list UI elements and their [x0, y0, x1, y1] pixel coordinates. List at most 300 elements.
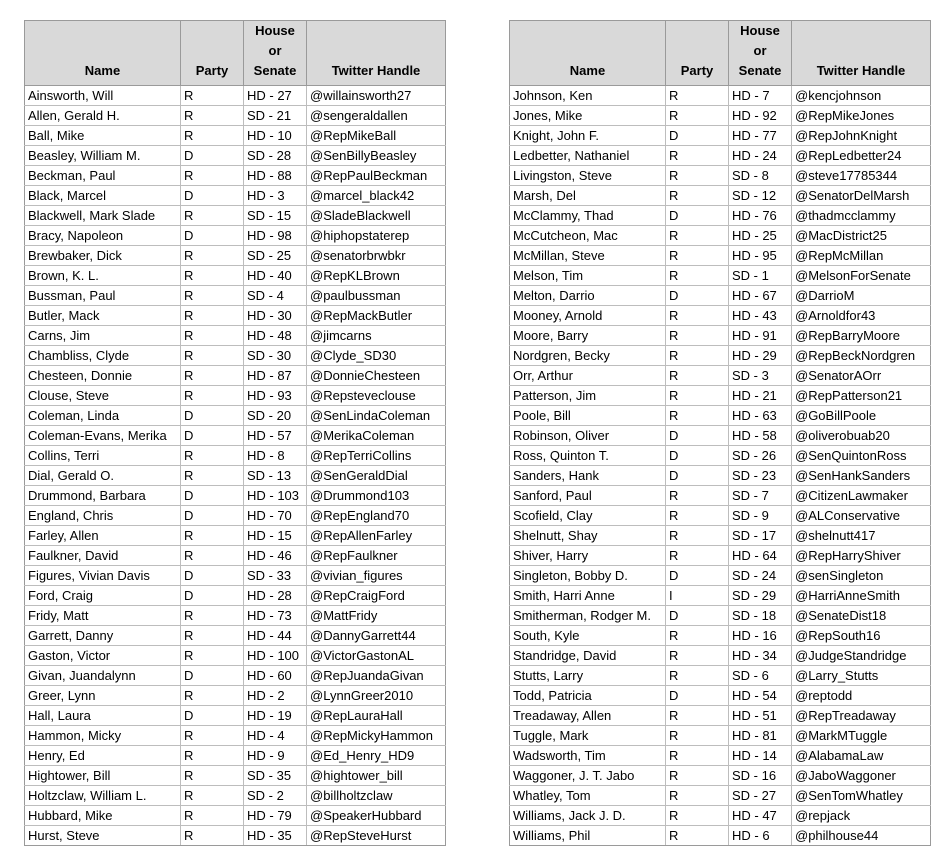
twitter-handle: @SladeBlackwell: [307, 206, 446, 226]
district: HD - 79: [244, 806, 307, 826]
table-row: [25, 766, 446, 786]
twitter-handle: @repjack: [792, 806, 931, 826]
district: HD - 67: [729, 286, 792, 306]
party: R: [666, 546, 729, 566]
legislator-name: Ford, Craig: [25, 586, 181, 606]
table-row: [25, 746, 446, 766]
legislator-name: Garrett, Danny: [25, 626, 181, 646]
district: HD - 28: [244, 586, 307, 606]
district: HD - 3: [244, 186, 307, 206]
district: HD - 8: [244, 446, 307, 466]
district: HD - 25: [729, 226, 792, 246]
chamber-header: House or Senate: [729, 21, 792, 86]
district: SD - 18: [729, 606, 792, 626]
legislator-name: Williams, Phil: [510, 826, 666, 846]
table-body: [25, 86, 446, 846]
legislator-name: Marsh, Del: [510, 186, 666, 206]
legislator-name: Smitherman, Rodger M.: [510, 606, 666, 626]
legislator-name: Collins, Terri: [25, 446, 181, 466]
legislator-name: McMillan, Steve: [510, 246, 666, 266]
party: R: [666, 806, 729, 826]
twitter-handle: @RepEngland70: [307, 506, 446, 526]
party: R: [666, 346, 729, 366]
district: SD - 12: [729, 186, 792, 206]
legislator-name: South, Kyle: [510, 626, 666, 646]
twitter-handle: @DarrioM: [792, 286, 931, 306]
party: R: [181, 466, 244, 486]
twitter-handle: @RepLedbetter24: [792, 146, 931, 166]
twitter-handle: @shelnutt417: [792, 526, 931, 546]
district: HD - 76: [729, 206, 792, 226]
twitter-handle: @MelsonForSenate: [792, 266, 931, 286]
table-row: [510, 426, 931, 446]
party: R: [181, 746, 244, 766]
twitter-handle: @RepBarryMoore: [792, 326, 931, 346]
party: D: [181, 426, 244, 446]
table-body: [510, 86, 931, 846]
twitter-handle: @SenGeraldDial: [307, 466, 446, 486]
table-row: [25, 186, 446, 206]
district: SD - 7: [729, 486, 792, 506]
table-row: [25, 826, 446, 846]
party: R: [181, 726, 244, 746]
twitter-handle: @HarriAnneSmith: [792, 586, 931, 606]
twitter-handle: @sengeraldallen: [307, 106, 446, 126]
twitter-handle: @Clyde_SD30: [307, 346, 446, 366]
twitter-handle: @senatorbrwbkr: [307, 246, 446, 266]
legislator-name: Beasley, William M.: [25, 146, 181, 166]
twitter-handle: @JaboWaggoner: [792, 766, 931, 786]
legislator-name: Tuggle, Mark: [510, 726, 666, 746]
legislator-name: Wadsworth, Tim: [510, 746, 666, 766]
twitter-handle: @RepHarryShiver: [792, 546, 931, 566]
table-row: [25, 726, 446, 746]
district: HD - 6: [729, 826, 792, 846]
legislator-name: Hall, Laura: [25, 706, 181, 726]
table-row: [25, 406, 446, 426]
legislator-name: Ledbetter, Nathaniel: [510, 146, 666, 166]
table-row: [25, 166, 446, 186]
table-row: [510, 666, 931, 686]
legislator-name: Orr, Arthur: [510, 366, 666, 386]
legislator-name: Singleton, Bobby D.: [510, 566, 666, 586]
twitter-handle: @RepAllenFarley: [307, 526, 446, 546]
twitter-handle: @VictorGastonAL: [307, 646, 446, 666]
district: HD - 2: [244, 686, 307, 706]
party: R: [666, 266, 729, 286]
party: R: [181, 266, 244, 286]
district: SD - 33: [244, 566, 307, 586]
twitter-handle: @SenLindaColeman: [307, 406, 446, 426]
twitter-handle: @LynnGreer2010: [307, 686, 446, 706]
table-row: [25, 246, 446, 266]
twitter-handle: @vivian_figures: [307, 566, 446, 586]
twitter-handle: @kencjohnson: [792, 86, 931, 106]
party: R: [181, 446, 244, 466]
twitter-handle: @oliverobuab20: [792, 426, 931, 446]
party: D: [666, 446, 729, 466]
party: R: [181, 326, 244, 346]
twitter-handle: @RepJuandaGivan: [307, 666, 446, 686]
legislator-name: Coleman, Linda: [25, 406, 181, 426]
table-row: [25, 466, 446, 486]
table-row: [25, 326, 446, 346]
table-row: [510, 226, 931, 246]
district: HD - 30: [244, 306, 307, 326]
table-row: [25, 506, 446, 526]
legislator-name: Todd, Patricia: [510, 686, 666, 706]
district: HD - 93: [244, 386, 307, 406]
table-row: [510, 86, 931, 106]
table-row: [510, 466, 931, 486]
legislator-name: Holtzclaw, William L.: [25, 786, 181, 806]
twitter-handle: @GoBillPoole: [792, 406, 931, 426]
party: D: [181, 486, 244, 506]
legislator-name: Moore, Barry: [510, 326, 666, 346]
table-row: [510, 446, 931, 466]
header-row: [25, 21, 446, 86]
twitter-handle: @willainsworth27: [307, 86, 446, 106]
table-row: [510, 166, 931, 186]
district: SD - 21: [244, 106, 307, 126]
party: R: [666, 106, 729, 126]
twitter-handle: @RepSteveHurst: [307, 826, 446, 846]
legislator-name: Sanford, Paul: [510, 486, 666, 506]
table-row: [25, 386, 446, 406]
table-row: [510, 546, 931, 566]
legislator-name: Shelnutt, Shay: [510, 526, 666, 546]
legislator-name: Standridge, David: [510, 646, 666, 666]
district: SD - 23: [729, 466, 792, 486]
twitter-handle: @RepMikeJones: [792, 106, 931, 126]
table-row: [25, 666, 446, 686]
district: HD - 51: [729, 706, 792, 726]
district: HD - 57: [244, 426, 307, 446]
legislator-name: Livingston, Steve: [510, 166, 666, 186]
district: SD - 3: [729, 366, 792, 386]
district: HD - 77: [729, 126, 792, 146]
district: SD - 4: [244, 286, 307, 306]
party: R: [181, 766, 244, 786]
legislator-name: Bracy, Napoleon: [25, 226, 181, 246]
twitter-handle: @SenTomWhatley: [792, 786, 931, 806]
table-row: [25, 86, 446, 106]
table-row: [25, 786, 446, 806]
name-header: Name: [510, 21, 666, 86]
table-row: [510, 786, 931, 806]
table-row: [25, 526, 446, 546]
legislator-table-left: [24, 20, 446, 846]
party-header: Party: [181, 21, 244, 86]
twitter-handle: @CitizenLawmaker: [792, 486, 931, 506]
party: R: [666, 706, 729, 726]
legislator-name: Brewbaker, Dick: [25, 246, 181, 266]
twitter-handle: @steve17785344: [792, 166, 931, 186]
table-row: [510, 406, 931, 426]
table-row: [25, 546, 446, 566]
twitter-handle: @AlabamaLaw: [792, 746, 931, 766]
twitter-handle: @paulbussman: [307, 286, 446, 306]
legislator-name: Poole, Bill: [510, 406, 666, 426]
party: R: [666, 366, 729, 386]
district: HD - 98: [244, 226, 307, 246]
party: R: [666, 506, 729, 526]
district: HD - 16: [729, 626, 792, 646]
table-row: [510, 346, 931, 366]
party: R: [181, 606, 244, 626]
party: D: [181, 666, 244, 686]
party: R: [666, 306, 729, 326]
party: R: [666, 486, 729, 506]
twitter-handle: @MarkMTuggle: [792, 726, 931, 746]
legislator-name: Hammon, Micky: [25, 726, 181, 746]
legislator-name: Hurst, Steve: [25, 826, 181, 846]
legislator-name: Carns, Jim: [25, 326, 181, 346]
party: R: [181, 646, 244, 666]
legislator-name: Melton, Darrio: [510, 286, 666, 306]
district: SD - 30: [244, 346, 307, 366]
table-row: [510, 766, 931, 786]
table-row: [510, 606, 931, 626]
table-row: [510, 826, 931, 846]
party: D: [666, 126, 729, 146]
twitter-handle: @Larry_Stutts: [792, 666, 931, 686]
legislator-name: Treadaway, Allen: [510, 706, 666, 726]
party: D: [181, 566, 244, 586]
twitter-handle: @RepTreadaway: [792, 706, 931, 726]
district: HD - 9: [244, 746, 307, 766]
party: R: [181, 246, 244, 266]
twitter-handle: @Drummond103: [307, 486, 446, 506]
table-row: [25, 286, 446, 306]
twitter-handle: @RepMickyHammon: [307, 726, 446, 746]
legislator-name: Shiver, Harry: [510, 546, 666, 566]
legislator-name: Black, Marcel: [25, 186, 181, 206]
table-row: [25, 206, 446, 226]
legislator-name: Patterson, Jim: [510, 386, 666, 406]
party: I: [666, 586, 729, 606]
legislator-name: Hightower, Bill: [25, 766, 181, 786]
twitter-handle: @SpeakerHubbard: [307, 806, 446, 826]
party: D: [181, 706, 244, 726]
legislator-name: McCutcheon, Mac: [510, 226, 666, 246]
party: R: [666, 786, 729, 806]
twitter-handle: @MerikaColeman: [307, 426, 446, 446]
party: R: [181, 786, 244, 806]
district: HD - 73: [244, 606, 307, 626]
legislator-name: Fridy, Matt: [25, 606, 181, 626]
legislator-name: Ball, Mike: [25, 126, 181, 146]
twitter-handle-header: Twitter Handle: [307, 21, 446, 86]
legislator-name: Melson, Tim: [510, 266, 666, 286]
table-row: [510, 566, 931, 586]
party: D: [181, 506, 244, 526]
party: R: [181, 306, 244, 326]
party: R: [181, 806, 244, 826]
table-row: [25, 306, 446, 326]
district: HD - 19: [244, 706, 307, 726]
table-row: [25, 686, 446, 706]
twitter-handle: @SenateDist18: [792, 606, 931, 626]
table-row: [510, 806, 931, 826]
legislator-name: Dial, Gerald O.: [25, 466, 181, 486]
table-row: [510, 686, 931, 706]
district: HD - 40: [244, 266, 307, 286]
legislator-name: Hubbard, Mike: [25, 806, 181, 826]
district: HD - 10: [244, 126, 307, 146]
district: SD - 25: [244, 246, 307, 266]
party: D: [181, 146, 244, 166]
table-row: [25, 446, 446, 466]
party: R: [666, 386, 729, 406]
party: D: [181, 226, 244, 246]
legislator-name: Mooney, Arnold: [510, 306, 666, 326]
district: HD - 64: [729, 546, 792, 566]
twitter-handle: @RepSouth16: [792, 626, 931, 646]
legislator-name: Whatley, Tom: [510, 786, 666, 806]
legislator-name: Givan, Juandalynn: [25, 666, 181, 686]
legislator-name: Smith, Harri Anne: [510, 586, 666, 606]
party: R: [666, 746, 729, 766]
name-header: Name: [25, 21, 181, 86]
district: HD - 14: [729, 746, 792, 766]
party: R: [666, 526, 729, 546]
party-header: Party: [666, 21, 729, 86]
district: HD - 70: [244, 506, 307, 526]
party: R: [666, 626, 729, 646]
district: HD - 47: [729, 806, 792, 826]
party: D: [181, 186, 244, 206]
twitter-handle: @billholtzclaw: [307, 786, 446, 806]
district: SD - 9: [729, 506, 792, 526]
legislator-name: McClammy, Thad: [510, 206, 666, 226]
legislator-name: Robinson, Oliver: [510, 426, 666, 446]
district: HD - 43: [729, 306, 792, 326]
district: SD - 26: [729, 446, 792, 466]
party: R: [666, 826, 729, 846]
district: HD - 60: [244, 666, 307, 686]
twitter-handle: @RepFaulkner: [307, 546, 446, 566]
legislator-name: Sanders, Hank: [510, 466, 666, 486]
district: SD - 16: [729, 766, 792, 786]
district: SD - 6: [729, 666, 792, 686]
legislator-name: Chambliss, Clyde: [25, 346, 181, 366]
district: SD - 28: [244, 146, 307, 166]
table-row: [510, 706, 931, 726]
party: R: [181, 346, 244, 366]
twitter-handle: @RepKLBrown: [307, 266, 446, 286]
district: SD - 24: [729, 566, 792, 586]
twitter-handle: @DonnieChesteen: [307, 366, 446, 386]
district: HD - 35: [244, 826, 307, 846]
party: R: [181, 366, 244, 386]
table-row: [510, 146, 931, 166]
district: HD - 54: [729, 686, 792, 706]
legislator-name: Drummond, Barbara: [25, 486, 181, 506]
party: R: [181, 86, 244, 106]
twitter-handle: @RepJohnKnight: [792, 126, 931, 146]
party: R: [666, 326, 729, 346]
legislator-name: Butler, Mack: [25, 306, 181, 326]
table-row: [510, 186, 931, 206]
party: D: [666, 466, 729, 486]
party: R: [181, 126, 244, 146]
table-row: [25, 606, 446, 626]
party: R: [181, 826, 244, 846]
party: D: [181, 586, 244, 606]
table-row: [510, 626, 931, 646]
table-row: [510, 506, 931, 526]
district: SD - 27: [729, 786, 792, 806]
party: D: [666, 426, 729, 446]
twitter-handle-header: Twitter Handle: [792, 21, 931, 86]
district: HD - 81: [729, 726, 792, 746]
legislator-name: Stutts, Larry: [510, 666, 666, 686]
twitter-handle: @RepTerriCollins: [307, 446, 446, 466]
district: HD - 92: [729, 106, 792, 126]
party: R: [666, 726, 729, 746]
legislator-name: Farley, Allen: [25, 526, 181, 546]
table-row: [510, 106, 931, 126]
legislator-name: Clouse, Steve: [25, 386, 181, 406]
party: D: [666, 686, 729, 706]
party: D: [181, 406, 244, 426]
table-row: [25, 106, 446, 126]
legislator-name: Henry, Ed: [25, 746, 181, 766]
table-row: [25, 626, 446, 646]
district: SD - 8: [729, 166, 792, 186]
twitter-handle: @RepMcMillan: [792, 246, 931, 266]
table-row: [510, 246, 931, 266]
district: HD - 46: [244, 546, 307, 566]
party: R: [666, 246, 729, 266]
party: R: [181, 206, 244, 226]
table-row: [25, 586, 446, 606]
table-row: [25, 266, 446, 286]
twitter-handle: @RepBeckNordgren: [792, 346, 931, 366]
twitter-handle: @jimcarns: [307, 326, 446, 346]
district: HD - 88: [244, 166, 307, 186]
table-row: [510, 306, 931, 326]
district: SD - 1: [729, 266, 792, 286]
legislator-name: Scofield, Clay: [510, 506, 666, 526]
district: HD - 91: [729, 326, 792, 346]
party: D: [666, 206, 729, 226]
table-row: [510, 286, 931, 306]
legislator-name: Coleman-Evans, Merika: [25, 426, 181, 446]
party: R: [666, 146, 729, 166]
table-row: [510, 586, 931, 606]
chamber-header: House or Senate: [244, 21, 307, 86]
district: SD - 2: [244, 786, 307, 806]
table-row: [25, 146, 446, 166]
district: HD - 4: [244, 726, 307, 746]
twitter-handle: @hightower_bill: [307, 766, 446, 786]
party: R: [666, 646, 729, 666]
table-row: [25, 706, 446, 726]
district: HD - 100: [244, 646, 307, 666]
legislator-name: Blackwell, Mark Slade: [25, 206, 181, 226]
legislator-name: Johnson, Ken: [510, 86, 666, 106]
party: R: [181, 546, 244, 566]
district: HD - 103: [244, 486, 307, 506]
legislator-name: Nordgren, Becky: [510, 346, 666, 366]
table-row: [25, 566, 446, 586]
twitter-handle: @SenatorAOrr: [792, 366, 931, 386]
legislator-name: Waggoner, J. T. Jabo: [510, 766, 666, 786]
district: SD - 35: [244, 766, 307, 786]
twitter-handle: @MacDistrict25: [792, 226, 931, 246]
